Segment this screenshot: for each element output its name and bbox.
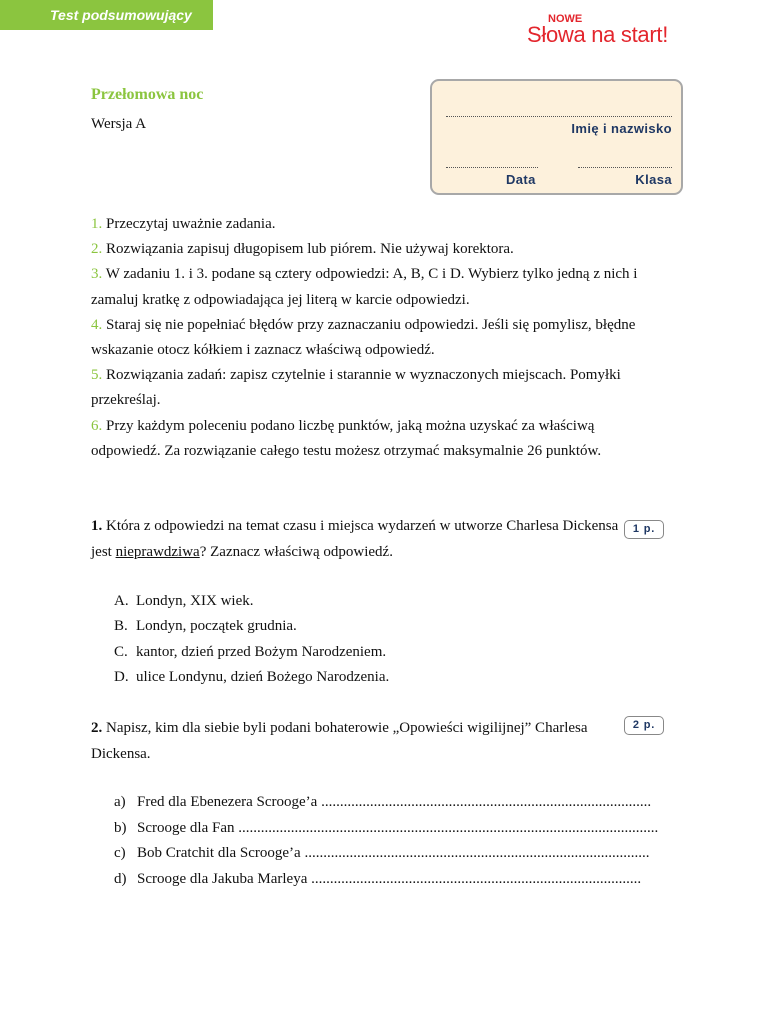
instruction-number: 6. xyxy=(91,417,103,434)
student-info-box xyxy=(430,79,683,195)
option-letter: B. xyxy=(114,618,128,635)
option-text: ulice Londynu, dzień Bożego Narodzenia. xyxy=(136,668,390,685)
option-letter: A. xyxy=(114,593,129,609)
option-a[interactable] xyxy=(114,589,389,614)
answer-line-a[interactable] xyxy=(114,790,676,816)
answer-line-c[interactable] xyxy=(114,841,676,867)
item-text: Bob Cratchit dla Scrooge’a ............................................................................................ xyxy=(137,845,650,862)
question-2-prompt: Napisz, kim dla siebie byli podani bohaterowie „Opowieści wigilijnej” Charlesa Dickensa. xyxy=(91,720,588,762)
question-2-text xyxy=(91,716,621,767)
question-2-answer-lines xyxy=(114,790,676,892)
name-label: Imię i nazwisko xyxy=(571,121,672,136)
instruction-number: 3. xyxy=(91,266,103,283)
question-1-prompt-end: ? Zaznacz właściwą odpowiedź. xyxy=(199,543,393,560)
class-label: Klasa xyxy=(635,172,672,187)
item-letter: b) xyxy=(114,819,127,836)
option-text: kantor, dzień przed Bożym Narodzeniem. xyxy=(136,643,387,660)
instruction-item xyxy=(91,414,651,464)
brand-logo-text: Słowa na start! xyxy=(527,22,669,47)
class-line[interactable] xyxy=(578,167,672,168)
item-text: Fred dla Ebenezera Scrooge’a ........................................................................................ xyxy=(137,794,652,810)
option-letter: D. xyxy=(114,668,129,685)
item-text: Scrooge dla Jakuba Marleya ........................................................................................ xyxy=(137,870,642,887)
item-text: Scrooge dla Fan ................................................................................................................ xyxy=(137,819,659,836)
instruction-item xyxy=(91,237,691,262)
option-c[interactable] xyxy=(114,640,389,665)
question-1-number: 1. xyxy=(91,518,103,534)
date-line[interactable] xyxy=(446,167,538,168)
answer-line-d[interactable] xyxy=(114,867,676,893)
instruction-number: 1. xyxy=(91,216,103,232)
name-line[interactable] xyxy=(446,116,672,117)
instruction-item xyxy=(91,313,661,363)
instructions-list xyxy=(91,212,691,464)
question-1-prompt-start: Która z odpowiedzi na temat czasu i miejsca wydarzeń w utworze Charlesa Dickensa jest xyxy=(91,518,619,560)
item-letter: a) xyxy=(114,794,126,810)
instruction-text: W zadaniu 1. i 3. podane są cztery odpowiedzi: A, B, C i D. Wybierz tylko jedną z nich i zamaluj kratkę z odpowiadająca jej literą w karcie odpowiedzi. xyxy=(91,266,638,308)
instruction-number: 4. xyxy=(91,316,103,333)
date-label: Data xyxy=(506,172,536,187)
instruction-text: Rozwiązania zapisuj długopisem lub piórem. Nie używaj korektora. xyxy=(106,241,514,258)
section-tag: Test podsumowujący xyxy=(0,0,213,30)
option-d[interactable] xyxy=(114,665,389,690)
question-2-points-badge: 2 p. xyxy=(624,716,664,735)
instruction-item xyxy=(91,262,656,312)
instruction-text: Rozwiązania zadań: zapisz czytelnie i starannie w wyznaczonych miejscach. Pomyłki przekreślaj. xyxy=(91,367,621,409)
instruction-text: Przeczytaj uważnie zadania. xyxy=(106,216,276,232)
question-1-text xyxy=(91,514,621,565)
option-text: Londyn, XIX wiek. xyxy=(136,593,254,609)
option-b[interactable] xyxy=(114,614,389,639)
brand-prefix: NOWE xyxy=(548,13,583,25)
instruction-item xyxy=(91,363,656,413)
option-letter: C. xyxy=(114,643,128,660)
question-1-underlined-word: nieprawdziwa xyxy=(115,543,200,560)
test-version: Wersja A xyxy=(91,116,147,132)
question-2-number: 2. xyxy=(91,720,103,736)
test-title: Przełomowa noc xyxy=(91,86,204,103)
item-letter: c) xyxy=(114,845,126,862)
option-text: Londyn, początek grudnia. xyxy=(136,618,297,635)
instruction-item xyxy=(91,212,691,237)
instruction-text: Staraj się nie popełniać błędów przy zaznaczaniu odpowiedzi. Jeśli się pomylisz, błędne wskazanie otocz kółkiem i zaznacz właściwą odpowiedź. xyxy=(91,316,636,359)
item-letter: d) xyxy=(114,870,127,887)
instruction-text: Przy każdym poleceniu podano liczbę punktów, jaką można uzyskać za właściwą odpowiedź. Za rozwiązanie całego testu możesz otrzymać maksymalnie 26 punktów. xyxy=(91,417,602,459)
instruction-number: 2. xyxy=(91,241,103,258)
question-1-options xyxy=(114,589,389,690)
answer-line-b[interactable] xyxy=(114,816,676,842)
question-1-points-badge: 1 p. xyxy=(624,520,664,539)
instruction-number: 5. xyxy=(91,367,103,384)
